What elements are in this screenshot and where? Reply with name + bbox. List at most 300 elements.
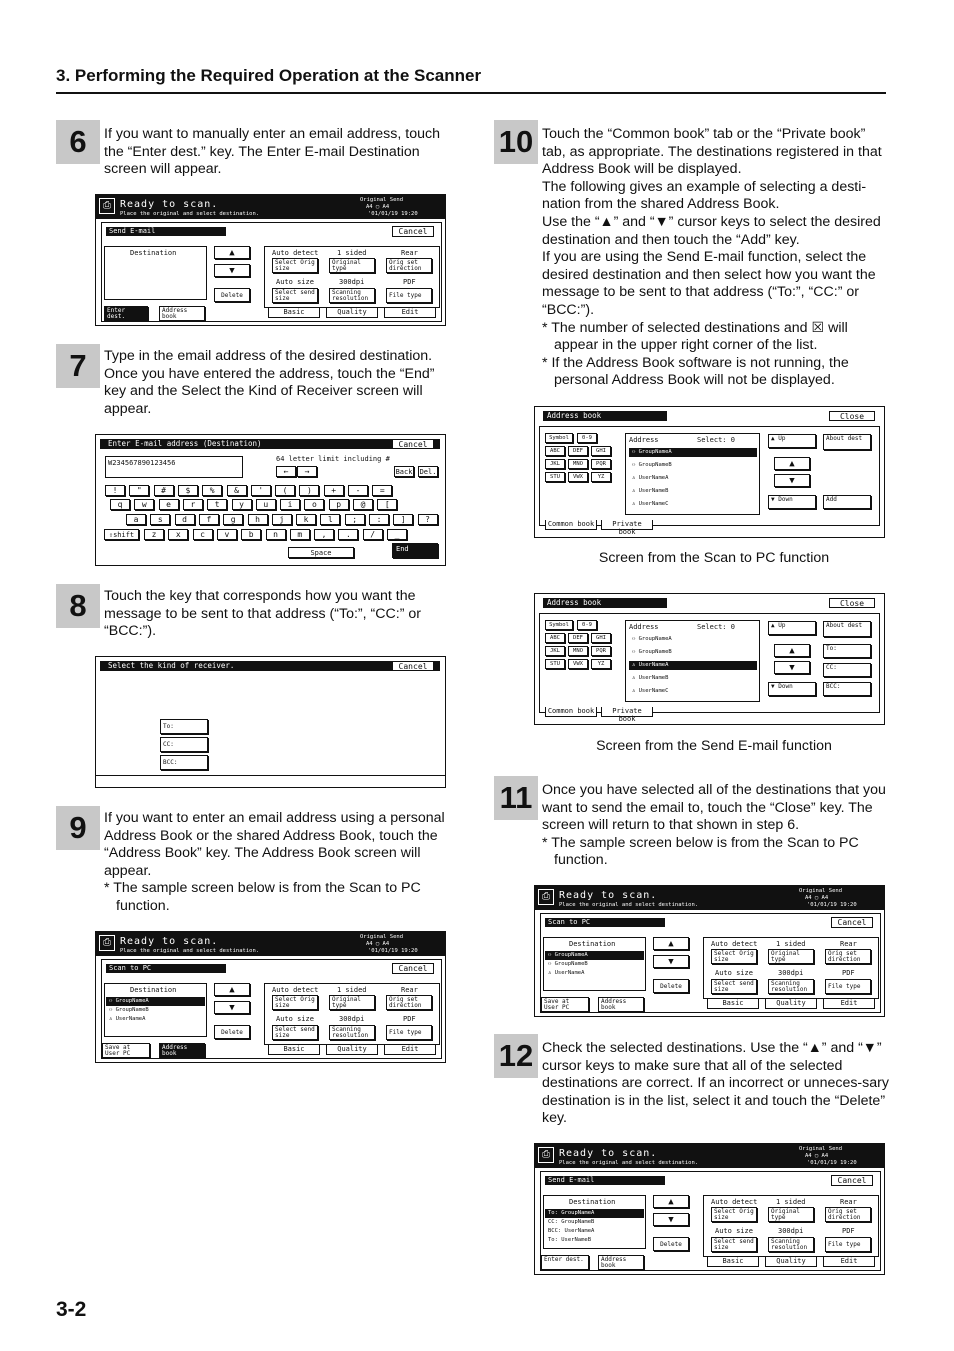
address-book-button[interactable]: Address book	[598, 997, 644, 1012]
screen-title: Address book	[543, 598, 667, 608]
up-label: Up	[778, 435, 786, 442]
about-dest-button[interactable]: About dest	[823, 621, 871, 637]
tab-quality[interactable]: Quality	[326, 1045, 378, 1055]
cc-button[interactable]: CC:	[823, 663, 871, 677]
orig-set-direction-button[interactable]: Orig set direction	[825, 1207, 871, 1222]
auto-size-label: Auto size	[715, 969, 753, 977]
list-item[interactable]	[629, 448, 757, 457]
group-icon: ⚇	[632, 462, 639, 468]
address-header: Address	[629, 623, 659, 631]
save-at-user-pc-button[interactable]: Save at User PC	[541, 997, 589, 1012]
list-item[interactable]	[629, 487, 757, 496]
enter-dest-button[interactable]: Enter dest.	[104, 306, 148, 321]
cancel-button[interactable]: Cancel	[392, 226, 434, 237]
select-send-size-button[interactable]: Select send size	[711, 1237, 757, 1252]
step-text: Check the selected destinations. Use the “▲” and “▼” cursor keys to make sure that all of the selected destinations are correct. If an incorrect or unneces-sary destination is in the list, select it and touch the “Delete” key.	[542, 1040, 889, 1127]
index-button[interactable]: DEF	[568, 633, 588, 643]
keyboard-key[interactable]: #	[154, 485, 174, 496]
figure-caption: Screen from the Send E-mail function	[596, 738, 832, 754]
list-item[interactable]	[106, 1006, 205, 1015]
keyboard-key[interactable]: ]	[393, 514, 413, 525]
down-label: Down	[778, 496, 793, 503]
list-item-label: UserNameA	[638, 475, 669, 481]
scanning-resolution-button[interactable]: Scanning resolution	[768, 1237, 814, 1252]
up-arrow-button[interactable]: ▲	[214, 246, 250, 259]
original-type-button[interactable]: Original type	[329, 995, 375, 1010]
list-item[interactable]	[629, 661, 757, 670]
page-number: 3-2	[56, 1298, 87, 1321]
index-button[interactable]: Symbol	[545, 620, 573, 630]
rear-label: Rear	[401, 249, 418, 257]
scanner-icon: ⎙	[99, 935, 115, 951]
list-item[interactable]	[106, 997, 205, 1006]
up-arrow-button[interactable]: ▲	[653, 1195, 689, 1208]
delete-button[interactable]: Delete	[653, 979, 689, 993]
page-down-button[interactable]: ▼ Down	[768, 495, 816, 509]
keyboard-key[interactable]: g	[223, 514, 243, 525]
step-number: 12	[494, 1034, 538, 1078]
keyboard-key[interactable]: @	[353, 499, 373, 510]
keyboard-key[interactable]: "	[129, 485, 149, 496]
address-book-button[interactable]: Address book	[159, 306, 205, 321]
keyboard-key[interactable]: ?	[418, 514, 438, 525]
list-item-label: UserNameA	[554, 970, 585, 976]
list-item[interactable]	[545, 969, 644, 978]
group-icon: ⚇	[548, 961, 555, 967]
keyboard-key[interactable]: /	[363, 529, 383, 540]
page-up-button[interactable]: ▲ Up	[768, 434, 816, 448]
list-item[interactable]	[629, 674, 757, 683]
file-format-value: PDF	[403, 1015, 416, 1023]
keyboard-key[interactable]: :	[369, 514, 389, 525]
keyboard-key[interactable]: a	[126, 514, 146, 525]
step-text: Type in the email address of the desired destination. Once you have entered the address, touch the “End” key and the Select the Kind of Receiver screen will appear.	[104, 348, 435, 417]
keyboard-key[interactable]: [	[377, 499, 397, 510]
index-button[interactable]: GHI	[591, 633, 611, 643]
limit-label: 64 letter limit including #	[276, 455, 390, 463]
space-button[interactable]: Space	[288, 547, 354, 558]
index-button[interactable]: Symbol	[545, 433, 573, 443]
index-button[interactable]: 0-9	[577, 620, 597, 630]
address-book-button[interactable]: Address book	[159, 1043, 205, 1058]
orig-set-direction-button[interactable]: Orig set direction	[825, 949, 871, 964]
page-up-button[interactable]: ▲ Up	[768, 621, 816, 635]
select-send-size-button[interactable]: Select send size	[272, 1025, 318, 1040]
group-icon: ⚇	[548, 952, 555, 958]
keyboard-key[interactable]: u	[256, 499, 276, 510]
select-orig-size-button[interactable]: Select Orig size	[272, 995, 318, 1010]
tab-private-book[interactable]: Private book	[601, 520, 653, 530]
index-button[interactable]: PQR	[591, 459, 611, 469]
select-orig-size-button[interactable]: Select Orig size	[272, 258, 318, 273]
scanning-resolution-button[interactable]: Scanning resolution	[329, 1025, 375, 1040]
list-item[interactable]	[629, 648, 757, 657]
keyboard-key[interactable]: )	[299, 485, 319, 496]
up-arrow-button[interactable]: ▲	[214, 983, 250, 996]
file-format-value: PDF	[403, 278, 416, 286]
list-item[interactable]	[545, 951, 644, 960]
index-button[interactable]: STU	[545, 472, 565, 482]
delete-button[interactable]: Del.	[419, 468, 437, 476]
index-button[interactable]: YZ	[591, 659, 611, 669]
file-type-button[interactable]: File type	[386, 1025, 432, 1040]
orig-set-direction-button[interactable]: Orig set direction	[386, 258, 432, 273]
orig-set-direction-button[interactable]: Orig set direction	[386, 995, 432, 1010]
user-icon: ♙	[632, 675, 639, 681]
index-button[interactable]: YZ	[591, 472, 611, 482]
cancel-button[interactable]: Cancel	[392, 963, 434, 974]
keyboard-key[interactable]: q	[110, 499, 130, 510]
step-number: 11	[494, 776, 538, 820]
about-dest-button[interactable]: About dest	[823, 434, 871, 450]
to-button[interactable]: To:	[160, 719, 208, 734]
list-item[interactable]: BCC: UserNameA	[548, 1228, 595, 1234]
index-button[interactable]: MNO	[568, 459, 588, 469]
select-count: Select: 0	[697, 623, 735, 631]
group-icon: ⚇	[632, 449, 639, 455]
step-number: 7	[56, 344, 100, 388]
screen-scan-to-pc-result	[534, 885, 885, 1017]
status-subtitle: Place the original and select destination.	[559, 902, 699, 908]
keyboard-key[interactable]: p	[329, 499, 349, 510]
close-button[interactable]: Close	[829, 411, 875, 421]
keyboard-key[interactable]: !	[105, 485, 125, 496]
keyboard-key[interactable]: w	[134, 499, 154, 510]
up-arrow-button[interactable]: ▲	[653, 937, 689, 950]
section-header: 3. Performing the Required Operation at the Scanner	[56, 66, 482, 85]
group-icon: ⚇	[109, 1007, 116, 1013]
keyboard-key[interactable]: +	[324, 485, 344, 496]
step-number: 10	[494, 120, 538, 164]
step-number: 8	[56, 584, 100, 628]
list-item-label: UserNameA	[638, 662, 669, 668]
back-button[interactable]: Back	[395, 468, 413, 476]
select-send-size-button[interactable]: Select send size	[711, 979, 757, 994]
paper-size: A4 ▢ A4	[805, 1153, 829, 1159]
keyboard-key[interactable]: r	[183, 499, 203, 510]
file-type-button[interactable]: File type	[825, 1237, 871, 1252]
sided-label: 1 sided	[337, 986, 367, 994]
cancel-button[interactable]: Cancel	[831, 1175, 873, 1186]
group-icon: ⚇	[632, 649, 639, 655]
list-item-label: GroupNameA	[638, 636, 672, 642]
tab-edit[interactable]: Edit	[384, 1045, 436, 1055]
cancel-button[interactable]: Cancel	[392, 439, 434, 449]
up-arrow-button[interactable]: ▲	[774, 457, 810, 470]
keyboard-key[interactable]: s	[150, 514, 170, 525]
index-button[interactable]: MNO	[568, 646, 588, 656]
file-format-value: PDF	[842, 969, 855, 977]
list-item-label: GroupNameA	[638, 449, 672, 455]
bcc-button[interactable]: BCC:	[160, 755, 208, 770]
user-icon: ♙	[632, 662, 639, 668]
auto-size-label: Auto size	[276, 1015, 314, 1023]
destination-header: Destination	[569, 1198, 616, 1206]
index-button[interactable]: 0-9	[577, 433, 597, 443]
save-at-user-pc-button[interactable]: Save at User PC	[102, 1043, 150, 1058]
index-button[interactable]: ABC	[545, 633, 565, 643]
list-item[interactable]: To: UserNameB	[548, 1237, 592, 1243]
paper-size: A4 ▢ A4	[366, 204, 390, 210]
keyboard-key[interactable]: h	[248, 514, 268, 525]
cursor-right-button[interactable]: →	[297, 466, 317, 477]
keyboard-key[interactable]: y	[232, 499, 252, 510]
shift-label: shift	[113, 531, 135, 539]
down-arrow-button[interactable]: ▼	[653, 955, 689, 968]
tab-quality[interactable]: Quality	[765, 1257, 817, 1267]
screen-send-email	[95, 194, 446, 326]
keyboard-key[interactable]: $	[178, 485, 198, 496]
keyboard-key[interactable]: b	[241, 529, 261, 540]
keyboard-key[interactable]: t	[207, 499, 227, 510]
file-type-button[interactable]: File type	[825, 979, 871, 994]
keyboard-key[interactable]: ,	[314, 529, 334, 540]
tab-edit[interactable]: Edit	[823, 999, 875, 1009]
paper-size: A4 ▢ A4	[805, 895, 829, 901]
figure-caption: Screen from the Scan to PC function	[598, 550, 830, 566]
down-arrow-button[interactable]: ▼	[774, 474, 810, 487]
auto-detect-label: Auto detect	[711, 1198, 758, 1206]
shift-button[interactable]: ⇧shift	[104, 529, 139, 540]
user-icon: ♙	[632, 475, 639, 481]
tab-basic[interactable]: Basic	[707, 1257, 759, 1267]
select-orig-size-button[interactable]: Select Orig size	[711, 949, 757, 964]
list-item[interactable]	[629, 687, 757, 696]
keyboard-key[interactable]: %	[202, 485, 222, 496]
status-subtitle: Place the original and select destination.	[120, 948, 260, 954]
step-note: * The sample screen below is from the Scan to PC function.	[542, 834, 859, 869]
list-item-label: GroupNameA	[115, 998, 149, 1004]
enter-dest-button[interactable]: Enter dest.	[541, 1255, 589, 1270]
scanning-resolution-button[interactable]: Scanning resolution	[329, 288, 375, 303]
rear-label: Rear	[840, 940, 857, 948]
status-subtitle: Place the original and select destination.	[559, 1160, 699, 1166]
step-text	[104, 810, 449, 916]
sided-label: 1 sided	[776, 940, 806, 948]
index-button[interactable]: DEF	[568, 446, 588, 456]
keyboard-key[interactable]: o	[304, 499, 324, 510]
screen-address-book-email	[534, 593, 885, 725]
divider	[96, 775, 445, 776]
orig-send-label: Original Send	[799, 1146, 843, 1152]
delete-button[interactable]: Delete	[214, 1025, 250, 1039]
add-button[interactable]: Add	[823, 495, 871, 509]
auto-size-label: Auto size	[276, 278, 314, 286]
screen-select-receiver	[95, 656, 446, 788]
keyboard-key[interactable]: v	[217, 529, 237, 540]
rear-label: Rear	[840, 1198, 857, 1206]
list-item-label: GroupNameB	[554, 961, 588, 967]
cursor-left-button[interactable]: ←	[276, 466, 296, 477]
cancel-button[interactable]: Cancel	[831, 917, 873, 928]
user-icon: ♙	[632, 688, 639, 694]
index-button[interactable]: PQR	[591, 646, 611, 656]
sided-label: 1 sided	[337, 249, 367, 257]
step-number: 6	[56, 120, 100, 164]
list-item[interactable]	[629, 500, 757, 509]
list-item-label: GroupNameB	[115, 1007, 149, 1013]
list-item[interactable]	[629, 474, 757, 483]
destination-header: Destination	[130, 249, 177, 257]
list-item-label: UserNameC	[638, 501, 669, 507]
group-icon: ⚇	[109, 998, 116, 1004]
user-icon: ♙	[632, 488, 639, 494]
page-down-button[interactable]: ▼ Down	[768, 682, 816, 696]
keyboard-key[interactable]: =	[372, 485, 392, 496]
orig-send-label: Original Send	[799, 888, 843, 894]
group-icon: ⚇	[632, 636, 639, 642]
keyboard-key[interactable]: '	[251, 485, 271, 496]
email-input[interactable]: W234567890123456	[105, 456, 243, 478]
keyboard-key[interactable]: m	[290, 529, 310, 540]
to-button[interactable]: To:	[823, 644, 871, 658]
keyboard-key[interactable]: _	[387, 529, 407, 540]
step-text: If you want to manually enter an email address, touch the “Enter dest.” key. The Enter E-mail Destination screen will appear.	[104, 126, 440, 178]
list-item-label: UserNameB	[638, 675, 669, 681]
tab-basic[interactable]: Basic	[268, 1045, 320, 1055]
keyboard-key[interactable]: e	[159, 499, 179, 510]
keyboard-key[interactable]: -	[348, 485, 368, 496]
resolution-value: 300dpi	[778, 1227, 804, 1235]
list-item[interactable]	[545, 960, 644, 969]
keyboard-key[interactable]: i	[280, 499, 300, 510]
sided-label: 1 sided	[776, 1198, 806, 1206]
screen-title: Select the kind of receiver.	[100, 661, 440, 671]
date-time: '01/01/19 19:20	[368, 948, 418, 954]
down-arrow-button[interactable]: ▼	[214, 1001, 250, 1014]
delete-button[interactable]: Delete	[653, 1237, 689, 1251]
original-type-button[interactable]: Original type	[768, 1207, 814, 1222]
keyboard-key[interactable]: .	[338, 529, 358, 540]
step-paragraph: If you want to enter an email address using a personal Address Book or the shared Address Book, touch the “Address Book” key. The Address Book screen will appear.	[104, 810, 445, 879]
keyboard-key[interactable]: ;	[345, 514, 365, 525]
original-type-button[interactable]: Original type	[768, 949, 814, 964]
screen-address-book-pc	[534, 406, 885, 538]
address-header: Address	[629, 436, 659, 444]
list-item[interactable]	[106, 1015, 205, 1024]
user-icon: ♙	[632, 501, 639, 507]
scanning-resolution-button[interactable]: Scanning resolution	[768, 979, 814, 994]
step-text	[542, 782, 887, 870]
index-button[interactable]: VWX	[568, 659, 588, 669]
index-button[interactable]: GHI	[591, 446, 611, 456]
step-text	[542, 126, 887, 390]
tab-basic[interactable]: Basic	[707, 999, 759, 1009]
list-item[interactable]: CC: GroupNameB	[548, 1219, 595, 1225]
list-item-label: UserNameA	[115, 1016, 146, 1022]
down-arrow-button[interactable]: ▼	[774, 661, 810, 674]
date-time: '01/01/19 19:20	[368, 211, 418, 217]
step-note: * The sample screen below is from the Scan to PC function.	[104, 880, 421, 914]
list-item-label: GroupNameB	[638, 649, 672, 655]
auto-detect-label: Auto detect	[711, 940, 758, 948]
keyboard-key[interactable]: f	[199, 514, 219, 525]
step-number: 9	[56, 806, 100, 850]
paper-size: A4 ▢ A4	[366, 941, 390, 947]
mode-label: Scan to PC	[545, 918, 665, 927]
file-format-value: PDF	[842, 1227, 855, 1235]
resolution-value: 300dpi	[339, 1015, 365, 1023]
list-item-label: GroupNameA	[554, 952, 588, 958]
step-paragraph: If you are using the Send E-mail function, select the desired destination and then select how you want the message to be sent to that address (“To:”, “CC:” or “BCC:”).	[542, 249, 876, 318]
keyboard-key[interactable]: j	[272, 514, 292, 525]
tab-quality[interactable]: Quality	[765, 999, 817, 1009]
down-arrow-button[interactable]: ▼	[214, 264, 250, 277]
screen-scan-to-pc	[95, 931, 446, 1063]
down-arrow-button[interactable]: ▼	[653, 1213, 689, 1226]
address-book-button[interactable]: Address book	[598, 1255, 644, 1270]
file-type-button[interactable]: File type	[386, 288, 432, 303]
bcc-button[interactable]: BCC:	[823, 682, 871, 696]
select-orig-size-button[interactable]: Select Orig size	[711, 1207, 757, 1222]
list-item-label: GroupNameB	[638, 462, 672, 468]
orig-send-label: Original Send	[360, 197, 404, 203]
mode-label: Send E-mail	[106, 227, 226, 236]
screen-send-email-result	[534, 1143, 885, 1275]
list-item-label: UserNameB	[638, 488, 669, 494]
keyboard-key[interactable]: l	[320, 514, 340, 525]
list-item[interactable]	[629, 635, 757, 644]
select-send-size-button[interactable]: Select send size	[272, 288, 318, 303]
step-note: * The number of selected destinations and ☒ will appear in the upper right corner of the list.	[542, 319, 848, 354]
status-title: Ready to scan.	[120, 936, 219, 947]
tab-common-book[interactable]: Common book	[545, 707, 597, 717]
tab-common-book[interactable]: Common book	[545, 520, 597, 530]
tab-private-book[interactable]: Private book	[601, 707, 653, 717]
keyboard-key[interactable]: (	[275, 485, 295, 496]
index-button[interactable]: STU	[545, 659, 565, 669]
screen-title: Enter E-mail address (Destination)	[100, 439, 440, 449]
cc-button[interactable]: CC:	[160, 737, 208, 752]
up-arrow-button[interactable]: ▲	[774, 644, 810, 657]
tab-quality[interactable]: Quality	[326, 308, 378, 318]
index-button[interactable]: JKL	[545, 459, 565, 469]
tab-edit[interactable]: Edit	[823, 1257, 875, 1267]
tab-edit[interactable]: Edit	[384, 308, 436, 318]
keyboard-key[interactable]: z	[144, 529, 164, 540]
auto-size-label: Auto size	[715, 1227, 753, 1235]
status-title: Ready to scan.	[559, 890, 658, 901]
list-item[interactable]: To: GroupNameA	[545, 1209, 644, 1218]
delete-button[interactable]: Delete	[214, 288, 250, 302]
destination-header: Destination	[569, 940, 616, 948]
index-button[interactable]: ABC	[545, 446, 565, 456]
keyboard-key[interactable]: k	[296, 514, 316, 525]
destination-header: Destination	[130, 986, 177, 994]
keyboard-key[interactable]: d	[175, 514, 195, 525]
resolution-value: 300dpi	[778, 969, 804, 977]
auto-detect-label: Auto detect	[272, 249, 319, 257]
original-type-button[interactable]: Original type	[329, 258, 375, 273]
date-time: '01/01/19 19:20	[807, 1160, 857, 1166]
keyboard-key[interactable]: x	[168, 529, 188, 540]
end-button[interactable]: End	[392, 543, 438, 558]
step-paragraph: Touch the “Common book” tab or the “Private book” tab, as appropriate. The destinations registered in that Address Book will be displayed.	[542, 126, 882, 178]
tab-basic[interactable]: Basic	[268, 308, 320, 318]
index-button[interactable]: VWX	[568, 472, 588, 482]
scanner-icon: ⎙	[538, 889, 554, 905]
list-item[interactable]	[629, 461, 757, 470]
cancel-button[interactable]: Cancel	[392, 661, 434, 671]
close-button[interactable]: Close	[829, 598, 875, 608]
keyboard-key[interactable]: c	[193, 529, 213, 540]
index-button[interactable]: JKL	[545, 646, 565, 656]
keyboard-key[interactable]: &	[227, 485, 247, 496]
step-paragraph: Use the “▲” and “▼” cursor keys to select the desired destination and then touch the “Add” key.	[542, 213, 881, 248]
step-text: Touch the key that corresponds how you want the message to be sent to that address (“To:”, “CC:” or “BCC:”).	[104, 588, 421, 640]
keyboard-key[interactable]: n	[266, 529, 286, 540]
mode-label: Scan to PC	[106, 964, 226, 973]
